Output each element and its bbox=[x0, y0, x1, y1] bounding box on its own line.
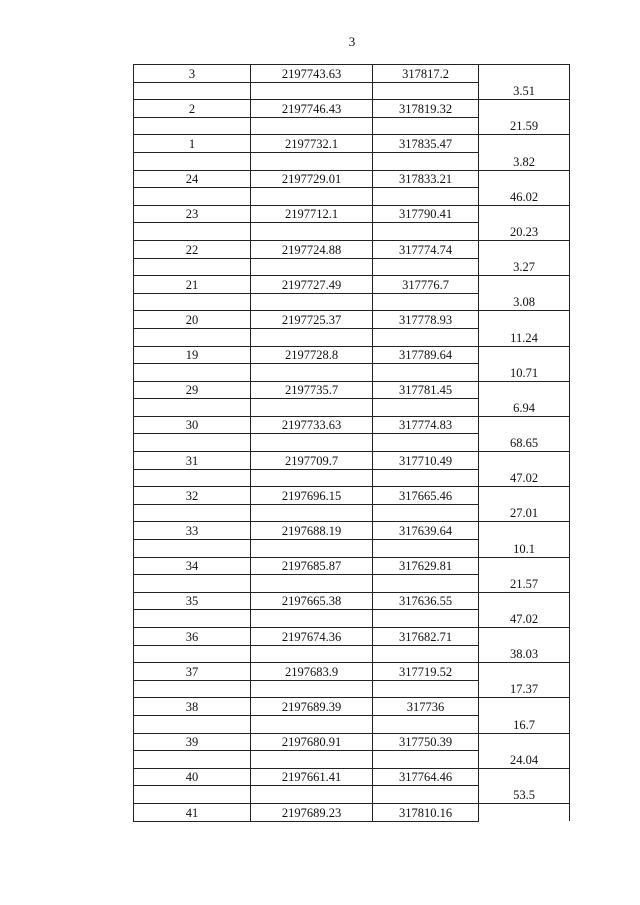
point-number-cell: 37 bbox=[134, 663, 251, 681]
segment-length-cell: 21.57 bbox=[479, 575, 570, 593]
x-coordinate-cell: 2197683.9 bbox=[251, 663, 373, 681]
empty-cell bbox=[373, 258, 479, 276]
segment-length-row bbox=[134, 504, 570, 522]
x-coordinate-cell: 2197727.49 bbox=[251, 276, 373, 294]
y-coordinate-cell: 317750.39 bbox=[373, 733, 479, 751]
segment-length-cell-empty bbox=[479, 592, 570, 610]
segment-length-row bbox=[134, 434, 570, 452]
point-row bbox=[134, 487, 570, 505]
segment-length-cell: 46.02 bbox=[479, 188, 570, 206]
empty-cell bbox=[373, 504, 479, 522]
empty-cell bbox=[251, 434, 373, 452]
y-coordinate-cell: 317781.45 bbox=[373, 381, 479, 399]
empty-cell bbox=[134, 364, 251, 382]
empty-cell bbox=[373, 434, 479, 452]
segment-length-row bbox=[134, 610, 570, 628]
segment-length-cell: 17.37 bbox=[479, 680, 570, 698]
point-number-cell: 30 bbox=[134, 416, 251, 434]
empty-cell bbox=[251, 364, 373, 382]
y-coordinate-cell: 317833.21 bbox=[373, 170, 479, 188]
x-coordinate-cell: 2197725.37 bbox=[251, 311, 373, 329]
y-coordinate-cell: 317776.7 bbox=[373, 276, 479, 294]
empty-cell bbox=[373, 610, 479, 628]
empty-cell bbox=[134, 152, 251, 170]
empty-cell bbox=[251, 504, 373, 522]
point-row bbox=[134, 346, 570, 364]
segment-length-cell-empty bbox=[479, 276, 570, 294]
empty-cell bbox=[373, 293, 479, 311]
empty-cell bbox=[373, 188, 479, 206]
empty-cell bbox=[134, 786, 251, 804]
empty-cell bbox=[134, 645, 251, 663]
segment-length-cell-empty bbox=[479, 452, 570, 470]
segment-length-row bbox=[134, 152, 570, 170]
y-coordinate-cell: 317817.2 bbox=[373, 65, 479, 83]
segment-length-cell-empty bbox=[479, 733, 570, 751]
segment-length-cell: 10.71 bbox=[479, 364, 570, 382]
segment-length-cell-empty bbox=[479, 381, 570, 399]
segment-length-row bbox=[134, 364, 570, 382]
segment-length-row bbox=[134, 117, 570, 135]
y-coordinate-cell: 317774.74 bbox=[373, 240, 479, 258]
x-coordinate-cell: 2197746.43 bbox=[251, 100, 373, 118]
segment-length-cell-empty bbox=[479, 487, 570, 505]
segment-length-cell-empty bbox=[479, 698, 570, 716]
empty-cell bbox=[373, 540, 479, 558]
x-coordinate-cell: 2197732.1 bbox=[251, 135, 373, 153]
point-number-cell: 23 bbox=[134, 205, 251, 223]
empty-cell bbox=[251, 258, 373, 276]
point-row bbox=[134, 557, 570, 575]
segment-length-row bbox=[134, 293, 570, 311]
point-row bbox=[134, 240, 570, 258]
empty-cell bbox=[251, 293, 373, 311]
point-number-cell: 1 bbox=[134, 135, 251, 153]
segment-length-cell-empty bbox=[479, 803, 570, 821]
segment-length-row bbox=[134, 469, 570, 487]
segment-length-cell-empty bbox=[479, 346, 570, 364]
empty-cell bbox=[134, 610, 251, 628]
point-row bbox=[134, 205, 570, 223]
point-number-cell: 19 bbox=[134, 346, 251, 364]
segment-length-cell: 24.04 bbox=[479, 751, 570, 769]
segment-length-row bbox=[134, 223, 570, 241]
empty-cell bbox=[134, 328, 251, 346]
segment-length-cell: 10.1 bbox=[479, 540, 570, 558]
point-row bbox=[134, 733, 570, 751]
x-coordinate-cell: 2197733.63 bbox=[251, 416, 373, 434]
x-coordinate-cell: 2197696.15 bbox=[251, 487, 373, 505]
empty-cell bbox=[373, 645, 479, 663]
empty-cell bbox=[373, 575, 479, 593]
point-number-cell: 40 bbox=[134, 768, 251, 786]
y-coordinate-cell: 317639.64 bbox=[373, 522, 479, 540]
segment-length-row bbox=[134, 751, 570, 769]
point-number-cell: 2 bbox=[134, 100, 251, 118]
y-coordinate-cell: 317810.16 bbox=[373, 803, 479, 821]
y-coordinate-cell: 317774.83 bbox=[373, 416, 479, 434]
empty-cell bbox=[134, 188, 251, 206]
empty-cell bbox=[373, 82, 479, 100]
x-coordinate-cell: 2197712.1 bbox=[251, 205, 373, 223]
empty-cell bbox=[373, 152, 479, 170]
segment-length-cell: 21.59 bbox=[479, 117, 570, 135]
x-coordinate-cell: 2197674.36 bbox=[251, 628, 373, 646]
point-row bbox=[134, 452, 570, 470]
empty-cell bbox=[373, 399, 479, 417]
segment-length-cell: 16.7 bbox=[479, 715, 570, 733]
segment-length-cell-empty bbox=[479, 65, 570, 83]
point-number-cell: 38 bbox=[134, 698, 251, 716]
empty-cell bbox=[134, 117, 251, 135]
point-number-cell: 32 bbox=[134, 487, 251, 505]
segment-length-row bbox=[134, 645, 570, 663]
x-coordinate-cell: 2197689.39 bbox=[251, 698, 373, 716]
empty-cell bbox=[373, 364, 479, 382]
empty-cell bbox=[251, 469, 373, 487]
x-coordinate-cell: 2197709.7 bbox=[251, 452, 373, 470]
empty-cell bbox=[251, 680, 373, 698]
empty-cell bbox=[134, 575, 251, 593]
point-row bbox=[134, 100, 570, 118]
segment-length-cell: 68.65 bbox=[479, 434, 570, 452]
point-row bbox=[134, 276, 570, 294]
segment-length-row bbox=[134, 399, 570, 417]
point-number-cell: 24 bbox=[134, 170, 251, 188]
empty-cell bbox=[251, 152, 373, 170]
segment-length-cell-empty bbox=[479, 628, 570, 646]
point-row bbox=[134, 628, 570, 646]
empty-cell bbox=[134, 399, 251, 417]
segment-length-cell: 53.5 bbox=[479, 786, 570, 804]
empty-cell bbox=[251, 715, 373, 733]
page-number: 3 bbox=[348, 34, 356, 49]
point-row bbox=[134, 592, 570, 610]
segment-length-row bbox=[134, 258, 570, 276]
empty-cell bbox=[251, 751, 373, 769]
y-coordinate-cell: 317835.47 bbox=[373, 135, 479, 153]
empty-cell bbox=[251, 610, 373, 628]
empty-cell bbox=[373, 469, 479, 487]
y-coordinate-cell: 317629.81 bbox=[373, 557, 479, 575]
x-coordinate-cell: 2197685.87 bbox=[251, 557, 373, 575]
point-number-cell: 39 bbox=[134, 733, 251, 751]
empty-cell bbox=[373, 786, 479, 804]
y-coordinate-cell: 317710.49 bbox=[373, 452, 479, 470]
x-coordinate-cell: 2197689.23 bbox=[251, 803, 373, 821]
x-coordinate-cell: 2197665.38 bbox=[251, 592, 373, 610]
empty-cell bbox=[251, 82, 373, 100]
segment-length-row bbox=[134, 540, 570, 558]
point-row bbox=[134, 416, 570, 434]
empty-cell bbox=[251, 786, 373, 804]
empty-cell bbox=[251, 117, 373, 135]
segment-length-cell: 3.82 bbox=[479, 152, 570, 170]
empty-cell bbox=[373, 715, 479, 733]
segment-length-cell-empty bbox=[479, 522, 570, 540]
x-coordinate-cell: 2197743.63 bbox=[251, 65, 373, 83]
segment-length-row bbox=[134, 328, 570, 346]
y-coordinate-cell: 317789.64 bbox=[373, 346, 479, 364]
empty-cell bbox=[251, 223, 373, 241]
segment-length-cell-empty bbox=[479, 170, 570, 188]
empty-cell bbox=[134, 293, 251, 311]
segment-length-cell-empty bbox=[479, 557, 570, 575]
point-row bbox=[134, 381, 570, 399]
empty-cell bbox=[251, 540, 373, 558]
y-coordinate-cell: 317764.46 bbox=[373, 768, 479, 786]
empty-cell bbox=[134, 504, 251, 522]
empty-cell bbox=[373, 680, 479, 698]
empty-cell bbox=[373, 117, 479, 135]
empty-cell bbox=[134, 680, 251, 698]
empty-cell bbox=[251, 575, 373, 593]
empty-cell bbox=[134, 469, 251, 487]
segment-length-cell: 38.03 bbox=[479, 645, 570, 663]
segment-length-cell-empty bbox=[479, 205, 570, 223]
segment-length-cell: 47.02 bbox=[479, 610, 570, 628]
point-row bbox=[134, 803, 570, 821]
point-number-cell: 20 bbox=[134, 311, 251, 329]
segment-length-row bbox=[134, 786, 570, 804]
empty-cell bbox=[134, 258, 251, 276]
empty-cell bbox=[373, 751, 479, 769]
point-number-cell: 22 bbox=[134, 240, 251, 258]
x-coordinate-cell: 2197728.8 bbox=[251, 346, 373, 364]
y-coordinate-cell: 317719.52 bbox=[373, 663, 479, 681]
segment-length-row bbox=[134, 82, 570, 100]
segment-length-cell-empty bbox=[479, 768, 570, 786]
point-number-cell: 21 bbox=[134, 276, 251, 294]
x-coordinate-cell: 2197688.19 bbox=[251, 522, 373, 540]
segment-length-cell-empty bbox=[479, 100, 570, 118]
empty-cell bbox=[134, 540, 251, 558]
empty-cell bbox=[134, 434, 251, 452]
y-coordinate-cell: 317790.41 bbox=[373, 205, 479, 223]
point-number-cell: 3 bbox=[134, 65, 251, 83]
x-coordinate-cell: 2197680.91 bbox=[251, 733, 373, 751]
y-coordinate-cell: 317665.46 bbox=[373, 487, 479, 505]
point-row bbox=[134, 311, 570, 329]
empty-cell bbox=[251, 399, 373, 417]
segment-length-cell-empty bbox=[479, 240, 570, 258]
segment-length-cell: 6.94 bbox=[479, 399, 570, 417]
x-coordinate-cell: 2197729.01 bbox=[251, 170, 373, 188]
point-number-cell: 35 bbox=[134, 592, 251, 610]
y-coordinate-cell: 317778.93 bbox=[373, 311, 479, 329]
segment-length-cell-empty bbox=[479, 135, 570, 153]
segment-length-row bbox=[134, 715, 570, 733]
segment-length-cell: 11.24 bbox=[479, 328, 570, 346]
point-row bbox=[134, 170, 570, 188]
segment-length-cell-empty bbox=[479, 663, 570, 681]
segment-length-cell: 3.08 bbox=[479, 293, 570, 311]
segment-length-cell: 27.01 bbox=[479, 504, 570, 522]
y-coordinate-cell: 317636.55 bbox=[373, 592, 479, 610]
x-coordinate-cell: 2197661.41 bbox=[251, 768, 373, 786]
empty-cell bbox=[134, 82, 251, 100]
y-coordinate-cell: 317736 bbox=[373, 698, 479, 716]
empty-cell bbox=[373, 328, 479, 346]
point-number-cell: 34 bbox=[134, 557, 251, 575]
point-row bbox=[134, 522, 570, 540]
y-coordinate-cell: 317819.32 bbox=[373, 100, 479, 118]
segment-length-cell: 3.27 bbox=[479, 258, 570, 276]
segment-length-cell-empty bbox=[479, 311, 570, 329]
point-number-cell: 41 bbox=[134, 803, 251, 821]
segment-length-cell: 47.02 bbox=[479, 469, 570, 487]
empty-cell bbox=[134, 715, 251, 733]
point-row bbox=[134, 698, 570, 716]
empty-cell bbox=[251, 328, 373, 346]
point-row bbox=[134, 663, 570, 681]
point-number-cell: 36 bbox=[134, 628, 251, 646]
coordinates-table bbox=[133, 64, 570, 822]
empty-cell bbox=[251, 645, 373, 663]
point-row bbox=[134, 65, 570, 83]
segment-length-row bbox=[134, 680, 570, 698]
x-coordinate-cell: 2197735.7 bbox=[251, 381, 373, 399]
point-number-cell: 33 bbox=[134, 522, 251, 540]
point-number-cell: 29 bbox=[134, 381, 251, 399]
empty-cell bbox=[373, 223, 479, 241]
segment-length-row bbox=[134, 575, 570, 593]
point-row bbox=[134, 768, 570, 786]
point-row bbox=[134, 135, 570, 153]
segment-length-cell-empty bbox=[479, 416, 570, 434]
coordinates-table-body bbox=[134, 65, 570, 822]
empty-cell bbox=[134, 223, 251, 241]
y-coordinate-cell: 317682.71 bbox=[373, 628, 479, 646]
empty-cell bbox=[134, 751, 251, 769]
x-coordinate-cell: 2197724.88 bbox=[251, 240, 373, 258]
segment-length-row bbox=[134, 188, 570, 206]
point-number-cell: 31 bbox=[134, 452, 251, 470]
segment-length-cell: 20.23 bbox=[479, 223, 570, 241]
empty-cell bbox=[251, 188, 373, 206]
segment-length-cell: 3.51 bbox=[479, 82, 570, 100]
